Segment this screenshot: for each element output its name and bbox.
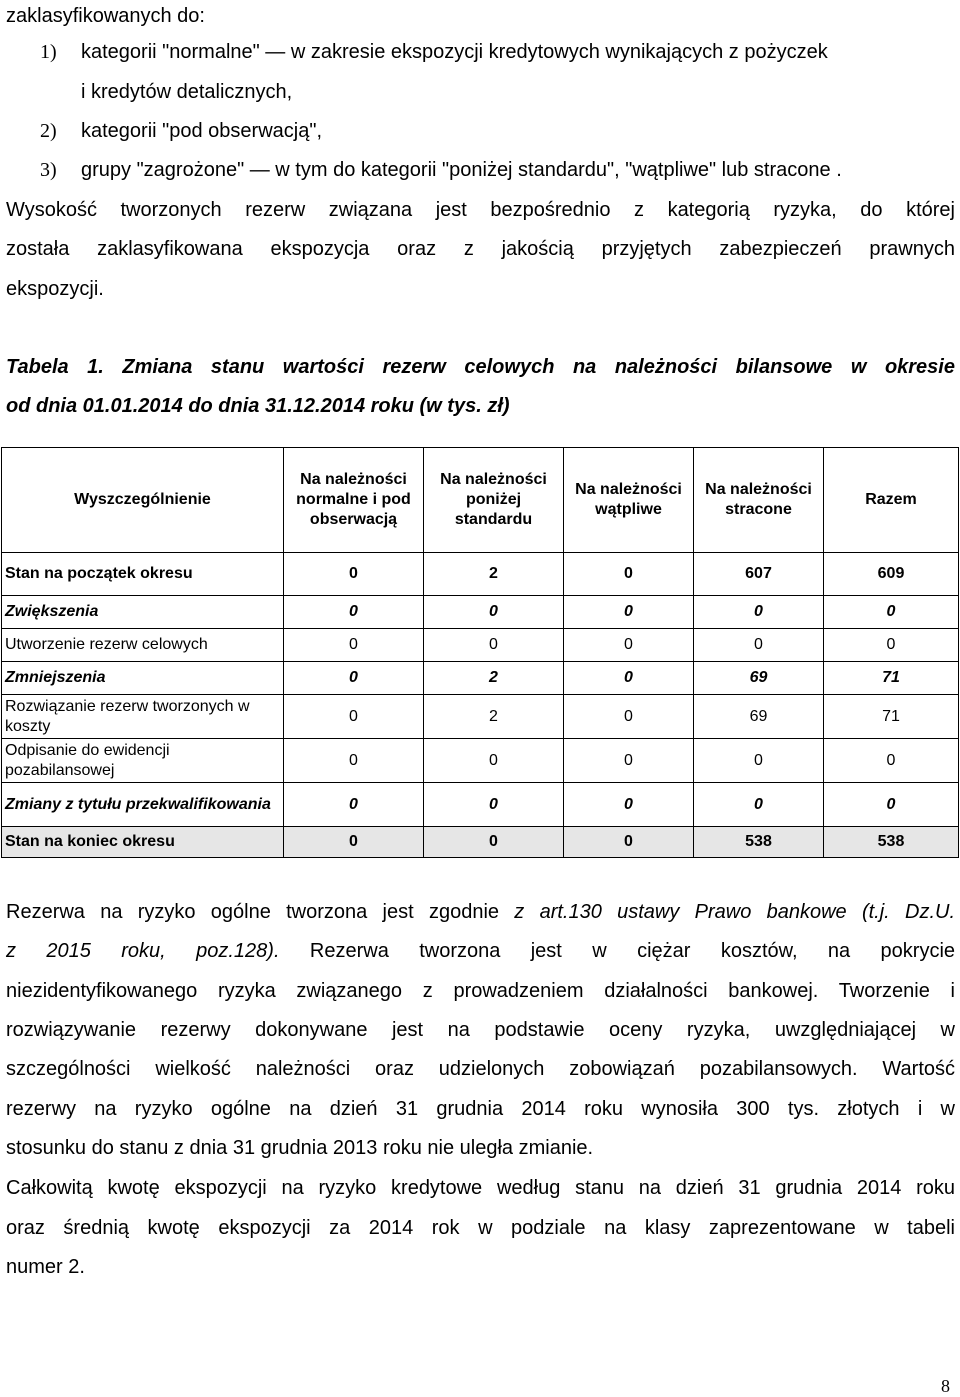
cell-value: 0 xyxy=(284,739,424,783)
row-label: Utworzenie rezerw celowych xyxy=(2,629,284,662)
table-row xyxy=(2,553,959,596)
paragraph-3-line-3: numer 2. xyxy=(6,1256,85,1278)
reserves-table xyxy=(1,447,959,858)
cell-value: 71 xyxy=(824,695,959,739)
cell-value: 0 xyxy=(284,827,424,858)
table-row xyxy=(2,827,959,858)
cell-value: 0 xyxy=(564,695,694,739)
cell-value: 0 xyxy=(824,739,959,783)
cell-value: 0 xyxy=(424,739,564,783)
list-item-1: kategorii "normalne" — w zakresie ekspozycji kredytowych wynikających z pożyczek xyxy=(81,41,828,63)
table-row xyxy=(2,739,959,783)
paragraph-2-line-2-rest: Rezerwa tworzona jest w ciężar kosztów, na pokrycie xyxy=(279,940,956,962)
paragraph-2-line-5: szczególności wielkość należności oraz udzielonych zobowiązań pozabilansowych. Wartość xyxy=(6,1058,955,1080)
cell-value: 0 xyxy=(424,783,564,827)
list-number-3: 3) xyxy=(40,159,57,181)
cell-value: 0 xyxy=(424,629,564,662)
cell-value: 0 xyxy=(424,827,564,858)
cell-value: 0 xyxy=(824,783,959,827)
row-label: Stan na koniec okresu xyxy=(2,827,284,858)
table-row xyxy=(2,596,959,629)
list-number-2: 2) xyxy=(40,120,57,142)
table-row xyxy=(2,629,959,662)
cell-value: 0 xyxy=(564,739,694,783)
cell-value: 69 xyxy=(694,662,824,695)
paragraph-2-line-1-citation: z art.130 ustawy Prawo bankowe (t.j. Dz.U. xyxy=(514,901,956,923)
cell-value: 0 xyxy=(694,783,824,827)
cell-value: 607 xyxy=(694,553,824,596)
cell-value: 0 xyxy=(564,662,694,695)
paragraph-3-line-2: oraz średnią kwotę ekspozycji za 2014 rok w podziale na klasy zaprezentowane w tabeli xyxy=(6,1217,955,1239)
list-item-2: kategorii "pod obserwacją", xyxy=(81,120,322,142)
row-label: Zmiany z tytułu przekwalifikowania xyxy=(2,783,284,827)
header-lost: Na należności stracone xyxy=(694,448,824,553)
paragraph-2-line-2 xyxy=(6,939,955,963)
table-caption-line-1: Tabela 1. Zmiana stanu wartości rezerw celowych na należności bilansowe w okresie xyxy=(6,356,955,378)
cell-value: 0 xyxy=(424,596,564,629)
paragraph-2-line-7: stosunku do stanu z dnia 31 grudnia 2013 roku nie uległa zmianie. xyxy=(6,1137,594,1159)
row-label: Zwiększenia xyxy=(2,596,284,629)
paragraph-2-line-1-lead: Rezerwa na ryzyko ogólne tworzona jest zgodnie xyxy=(6,901,515,923)
header-description: Wyszczególnienie xyxy=(2,448,284,553)
paragraph-3-line-1: Całkowitą kwotę ekspozycji na ryzyko kredytowe według stanu na dzień 31 grudnia 2014 roku xyxy=(6,1177,955,1199)
table-caption-line-2: od dnia 01.01.2014 do dnia 31.12.2014 roku (w tys. zł) xyxy=(6,395,510,417)
header-total: Razem xyxy=(824,448,959,553)
table-header-row xyxy=(2,448,959,553)
table-row xyxy=(2,783,959,827)
cell-value: 0 xyxy=(824,596,959,629)
cell-value: 0 xyxy=(284,662,424,695)
cell-value: 0 xyxy=(564,629,694,662)
cell-value: 538 xyxy=(824,827,959,858)
cell-value: 0 xyxy=(284,695,424,739)
paragraph-2-line-4: rozwiązywanie rezerwy dokonywane jest na podstawie oceny ryzyka, uwzględniającej w xyxy=(6,1019,955,1041)
list-number-1: 1) xyxy=(40,41,57,63)
header-normal: Na należności normalne i pod obserwacją xyxy=(284,448,424,553)
page-number: 8 xyxy=(941,1376,950,1396)
list-item-3: grupy "zagrożone" — w tym do kategorii "poniżej standardu", "wątpliwe" lub stracone . xyxy=(81,159,842,181)
paragraph-1-line-3: ekspozycji. xyxy=(6,278,104,300)
paragraph-1-line-1: Wysokość tworzonych rezerw związana jest bezpośrednio z kategorią ryzyka, do której xyxy=(6,199,955,221)
paragraph-2-line-1 xyxy=(6,900,955,924)
table-row xyxy=(2,695,959,739)
paragraph-2-line-6: rezerwy na ryzyko ogólne na dzień 31 grudnia 2014 roku wynosiła 300 tys. złotych i w xyxy=(6,1098,955,1120)
row-label: Rozwiązanie rezerw tworzonych w koszty xyxy=(2,695,284,739)
cell-value: 0 xyxy=(284,629,424,662)
cell-value: 0 xyxy=(694,596,824,629)
cell-value: 538 xyxy=(694,827,824,858)
header-doubtful: Na należności wątpliwe xyxy=(564,448,694,553)
cell-value: 0 xyxy=(564,827,694,858)
paragraph-2-line-3: niezidentyfikowanego ryzyka związanego z prowadzeniem działalności bankowej. Tworzenie i xyxy=(6,980,955,1002)
cell-value: 0 xyxy=(564,783,694,827)
header-substandard: Na należności poniżej standardu xyxy=(424,448,564,553)
cell-value: 0 xyxy=(694,629,824,662)
cell-value: 0 xyxy=(284,596,424,629)
paragraph-2-line-2-citation: z 2015 roku, poz.128). xyxy=(6,940,280,962)
cell-value: 0 xyxy=(564,553,694,596)
list-item-1-continued: i kredytów detalicznych, xyxy=(81,81,293,103)
row-label: Odpisanie do ewidencji pozabilansowej xyxy=(2,739,284,783)
cell-value: 609 xyxy=(824,553,959,596)
table-row xyxy=(2,662,959,695)
row-label: Stan na początek okresu xyxy=(2,553,284,596)
paragraph-1-line-2: została zaklasyfikowana ekspozycja oraz z jakością przyjętych zabezpieczeń prawnych xyxy=(6,238,955,260)
cell-value: 0 xyxy=(284,783,424,827)
cell-value: 69 xyxy=(694,695,824,739)
cell-value: 0 xyxy=(824,629,959,662)
cell-value: 0 xyxy=(564,596,694,629)
cell-value: 2 xyxy=(424,553,564,596)
cell-value: 2 xyxy=(424,662,564,695)
cell-value: 71 xyxy=(824,662,959,695)
cell-value: 0 xyxy=(284,553,424,596)
row-label: Zmniejszenia xyxy=(2,662,284,695)
cell-value: 2 xyxy=(424,695,564,739)
cell-value: 0 xyxy=(694,739,824,783)
intro-text: zaklasyfikowanych do: xyxy=(6,5,205,27)
